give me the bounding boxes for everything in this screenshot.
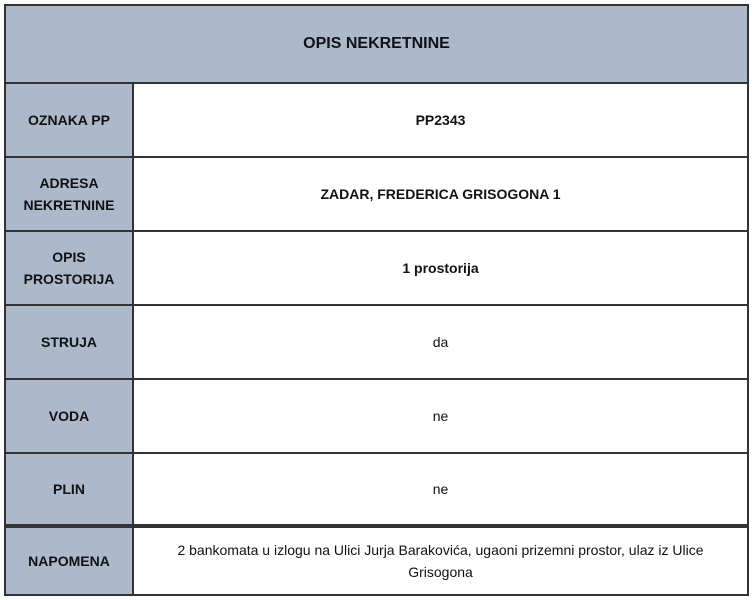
row-label: ADRESA NEKRETNINE: [6, 158, 134, 230]
row-label: OZNAKA PP: [6, 84, 134, 156]
row-value: da: [432, 334, 449, 350]
table-row-opis: [6, 232, 747, 306]
row-label: PLIN: [6, 454, 134, 524]
row-value: 2 bankomata u izlogu na Ulici Jurja Barakovića, ugaoni prizemni prostor, ulaz iz Ulice Grisogona: [177, 542, 704, 580]
table-row-struja: [6, 306, 747, 380]
row-value: ne: [432, 408, 449, 424]
table-title: OPIS NEKRETNINE: [6, 6, 747, 84]
row-label: OPIS PROSTORIJA: [6, 232, 134, 304]
row-label: STRUJA: [6, 306, 134, 378]
table-row-voda: [6, 380, 747, 454]
property-description-table: [4, 4, 749, 596]
table-row-plin: [6, 454, 747, 526]
row-label: VODA: [6, 380, 134, 452]
row-value: 1 prostorija: [402, 260, 479, 276]
row-value: ne: [432, 481, 449, 497]
table-row-adresa: [6, 158, 747, 232]
row-label: NAPOMENA: [6, 528, 134, 594]
row-value: ZADAR, FREDERICA GRISOGONA 1: [320, 186, 561, 202]
table-row-oznaka: [6, 84, 747, 158]
row-value: PP2343: [415, 112, 466, 128]
table-row-napomena: [6, 526, 747, 594]
